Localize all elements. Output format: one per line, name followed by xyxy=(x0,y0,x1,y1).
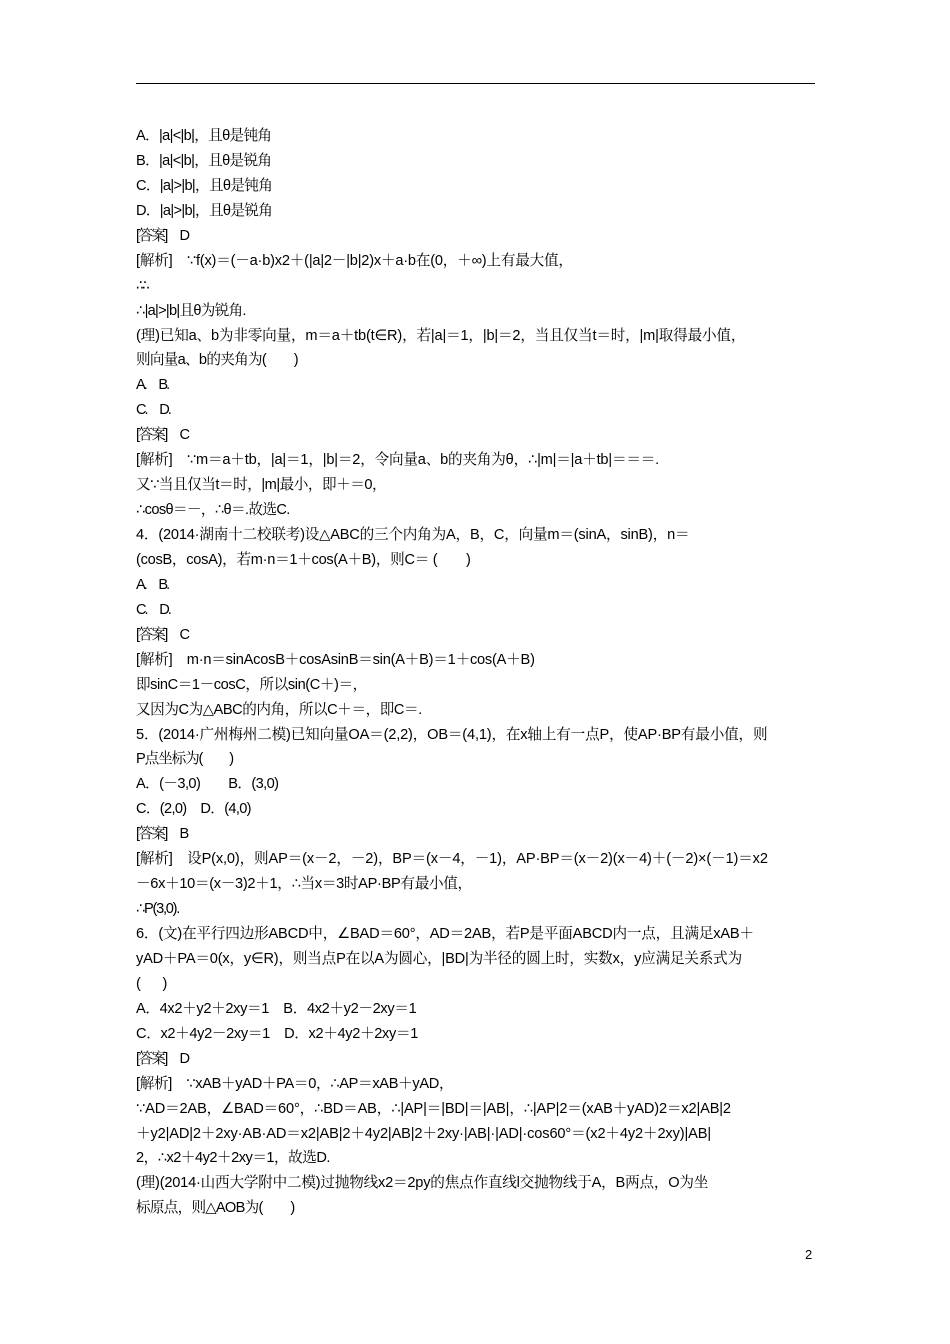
text-line: ∴|a|>|b|且θ为锐角. xyxy=(136,302,246,319)
text-line: 4．(2014·湖南十二校联考)设△ABC的三个内角为A，B，C，向量m＝(sinA，sinB)，n＝ xyxy=(136,527,690,543)
text-line: C．x2＋4y2－2xy＝1 D．x2＋4y2＋2xy＝1 xyxy=(136,1025,418,1042)
document-body xyxy=(136,124,826,1221)
text-line: [答案] D xyxy=(136,1050,189,1067)
text-line: ∴cosθ＝－，∴θ＝.故选C. xyxy=(136,502,290,519)
text-line: yAD＋PA＝0(x，y∈R)，则当点P在以A为圆心，|BD|为半径的圆上时，实数x，y应满足关系式为 xyxy=(136,950,742,967)
text-line: (理)(2014·山西大学附中二模)过抛物线x2＝2py的焦点作直线l交抛物线于A，B两点，O为坐 xyxy=(136,1175,709,1192)
text-line: [答案] C xyxy=(136,427,189,444)
text-line: C．(2,0) D．(4,0) xyxy=(136,801,251,818)
text-line: 又因为C为△ABC的内角，所以C＋＝，即C＝. xyxy=(136,701,422,718)
text-line: ∴P(3,0). xyxy=(136,901,180,918)
text-line: [答案] C xyxy=(136,626,189,643)
text-line: [解析] ∵f(x)＝(－a·b)x2＋(|a|2－|b|2)x＋a·b在(0，＋∞)上有最大值， xyxy=(136,252,573,269)
text-line: C. D. xyxy=(136,601,170,618)
text-line: [答案] B xyxy=(136,826,188,843)
text-line: [答案] D xyxy=(136,227,189,244)
text-line: 标原点，则△AOB为( ) xyxy=(136,1200,295,1217)
text-line: [解析] ∵xAB＋yAD＋PA＝0，∴AP＝xAB＋yAD， xyxy=(136,1075,454,1092)
text-line: C．|a|>|b|，且θ是钝角 xyxy=(136,177,273,194)
text-line: 又∵当且仅当t＝时，|m|最小，即＋＝0， xyxy=(136,477,387,494)
header-rule xyxy=(136,83,815,84)
text-line: [解析] 设P(x,0)，则AP＝(x－2，－2)，BP＝(x－4，－1)，AP·BP＝(x－2)(x－4)＋(－2)×(－1)＝x2 xyxy=(136,851,768,868)
text-line: 6．(文)在平行四边形ABCD中，∠BAD＝60°，AD＝2AB，若P是平面ABCD内一点，且满足xAB＋ xyxy=(136,926,754,942)
text-line: A．|a|<|b|，且θ是钝角 xyxy=(136,128,272,144)
text-line: ( ) xyxy=(136,975,165,992)
text-line: B．|a|<|b|，且θ是锐角 xyxy=(136,152,272,169)
page-number: 2 xyxy=(805,1247,813,1262)
text-line: A．(－3,0) B．(3,0) xyxy=(136,776,279,793)
text-line: C. D. xyxy=(136,402,170,419)
text-line: 5．(2014·广州梅州二模)已知向量OA＝(2,2)，OB＝(4,1)，在x轴上有一点P，使AP·BP有最小值，则 xyxy=(136,726,768,743)
text-line: A．4x2＋y2＋2xy＝1 B．4x2＋y2－2xy＝1 xyxy=(136,1000,417,1017)
text-line: 2，∴x2＋4y2＋2xy＝1，故选D. xyxy=(136,1150,330,1167)
text-line: ∴∴ xyxy=(136,277,145,294)
text-line: －6x＋10＝(x－3)2＋1，∴当x＝3时AP·BP有最小值， xyxy=(136,876,472,893)
text-line: ＋y2|AD|2＋2xy·AB·AD＝x2|AB|2＋4y2|AB|2＋2xy·|AB|·|AD|·cos60°＝(x2＋4y2＋2xy)|AB| xyxy=(136,1125,711,1142)
text-line: (理)已知a、b为非零向量，m＝a＋tb(t∈R)，若|a|＝1，|b|＝2，当且仅当t＝时，|m|取得最小值， xyxy=(136,327,746,344)
text-line: [解析] m·n＝sinAcosB＋cosAsinB＝sin(A＋B)＝1＋cos(A＋B) xyxy=(136,651,535,668)
text-line: D．|a|>|b|，且θ是锐角 xyxy=(136,202,273,219)
text-line: A. B. xyxy=(136,377,169,394)
text-line: A. B. xyxy=(136,576,169,593)
text-line: 即sinC＝1－cosC，所以sin(C＋)＝， xyxy=(136,676,367,693)
text-line: [解析] ∵m＝a＋tb，|a|＝1，|b|＝2，令向量a、b的夹角为θ，∴|m|＝|a＋tb|＝＝＝. xyxy=(136,452,660,469)
text-line: ∵AD＝2AB，∠BAD＝60°，∴BD＝AB，∴|AP|＝|BD|＝|AB|，∴|AP|2＝(xAB＋yAD)2＝x2|AB|2 xyxy=(136,1100,731,1117)
text-line: (cosB，cosA)，若m·n＝1＋cos(A＋B)，则C＝ ( ) xyxy=(136,551,471,568)
text-line: P点坐标为( ) xyxy=(136,751,234,768)
text-line: 则向量a、b的夹角为( ) xyxy=(136,352,298,369)
